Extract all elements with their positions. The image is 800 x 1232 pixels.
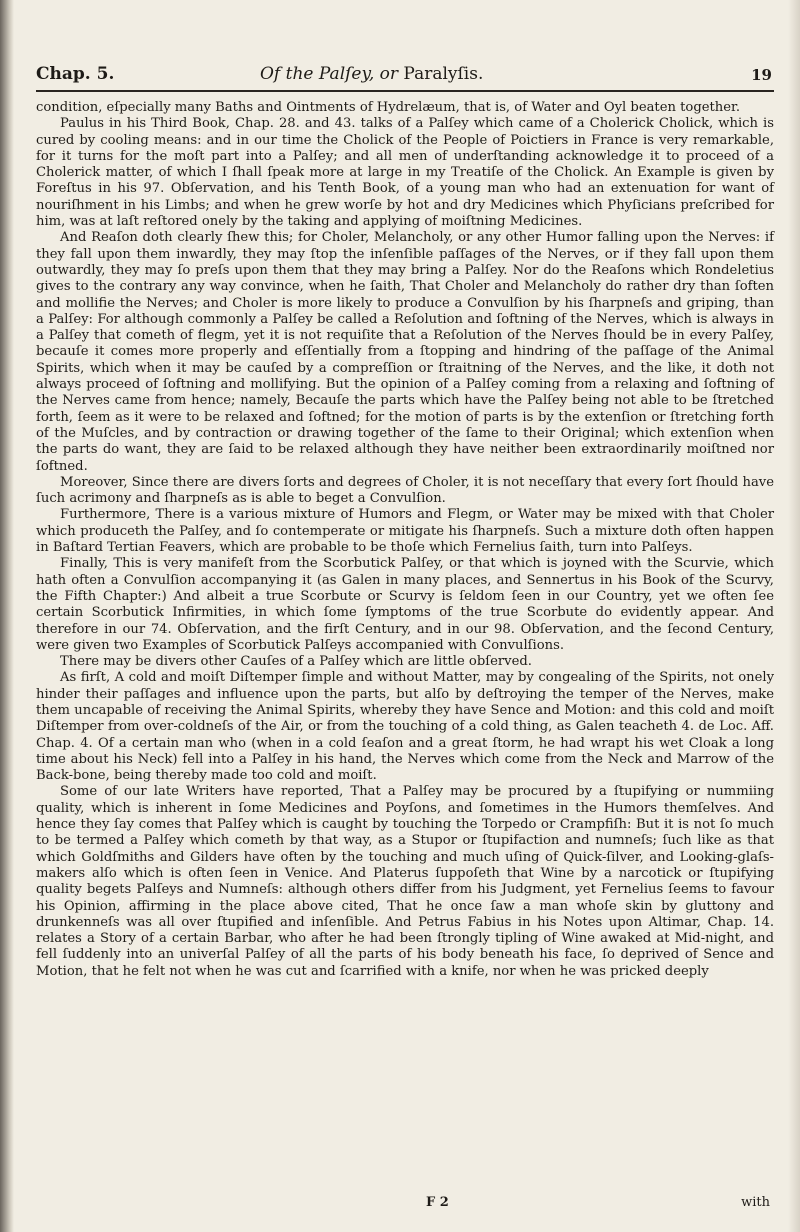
paragraph: As firſt, A cold and moiſt Diſtemper ſimple and without Matter, may by congealing of the Spirits, not onely hinder their paſſages and influence upon the parts, but alſo by deſtroying the temper of the Nerves, make them uncapable of receiving the Animal Spirits, whereby they have Sence and Motion: and this cold and moiſt Diſtemper from over-coldneſs of the Air, or from the touching of a cold thing, as Galen teacheth 4. de Loc. Aff. Chap. 4. Of a certain man who (when in a cold ſeaſon and a great ſtorm, he had wrapt his wet Cloak a long time about his Neck) fell into a Palſey in his hand, the Nerves which come from the Neck and Marrow of the Back-bone, being thereby made too cold and moiſt. [36,670,774,784]
running-head [36,62,774,92]
catchword: with [741,1195,770,1210]
page-edge-shadow [788,0,800,1232]
chapter-label: Chap. 5. [36,64,115,84]
paragraph: Finally, This is very manifeſt from the Scorbutick Palſey, or that which is joyned with the Scurvie, which hath often a Convulſion accompanying it (as Galen in many places, and Sennertus in his Book of the Scurvy, the Fifth Chapter:) And albeit a true Scorbute or Scurvy is ſeldom ſeen in our Country, yet we often ſee certain Scorbutick Infirmities, in which ſome ſymptoms of the true Scorbute do evidently appear. And therefore in our 74. Obſervation, and the firſt Century, and in our 98. Obſervation, and the ſecond Century, were given two Examples of Scorbutick Palſeys accompanied with Convulſions. [36,556,774,653]
running-title [260,64,483,84]
paragraph: There may be divers other Cauſes of a Palſey which are little obſerved. [60,654,532,670]
paragraph: Furthermore, There is a various mixture of Humors and Flegm, or Water may be mixed with that Choler which produceth the Palſey, and ſo contemperate or mitigate his ſharpneſs. Such a mixture doth often happen in Baſtard Tertian Feavers, which are probable to be thoſe which Fernelius ſaith, turn into Palſeys. [36,507,774,556]
signature-mark: F 2 [426,1195,449,1210]
running-title-roman: Paralyſis. [403,64,484,84]
running-title-italic: Of the Palſey, or [260,64,398,84]
paragraph: Some of our late Writers have reported, That a Palſey may be procured by a ſtupifying or nummiing quality, which is inherent in ſome Medicines and Poyſons, and ſometimes in the Humors themſelves. And hence they ſay comes that Palſey which is caught by touching the Torpedo or Crampfiſh: But it is not ſo much to be termed a Palſey which cometh by that way, as a Stupor or ſtupifaction and numneſs; ſuch like as that which Goldſmiths and Gilders have often by the touching and much uſing of Quick-ſilver, and Looking-glaſs-makers alſo which is often ſeen in Venice. And Platerus ſuppoſeth that Wine by a narcotick or ſtupifying quality begets Palſeys and Numneſs: although others differ from his Judgment, yet Fernelius ſeems to favour his Opinion, affirming in the place above cited, That he once ſaw a man whoſe skin by gluttony and drunkenneſs was all over ſtupified and inſenſible. And Petrus Fabius in his Notes upon Altimar, Chap. 14. relates a Story of a certain Barbar, who after he had been ſtrongly tipling of Wine awaked at Mid-night, and fell ſuddenly into an univerſal Palſey of all the parts of his body beneath his face, ſo deprived of Sence and Motion, that he felt not when he was cut and ſcarrified with a knife, nor when he was pricked deeply [36,784,774,979]
paragraph: condition, eſpecially many Baths and Ointments of Hydrelæum, that is, of Water and Oyl beaten together. [36,100,741,115]
page-number: 19 [751,66,772,84]
paragraph: Moreover, Since there are divers ſorts and degrees of Choler, it is not neceſſary that every ſort ſhould have ſuch acrimony and ſharpneſs as is able to beget a Convulſion. [36,474,774,507]
body-text [36,100,774,980]
catchline [36,1195,774,1213]
paragraph: And Reaſon doth clearly ſhew this; for Choler, Melancholy, or any other Humor falling upon the Nerves: if they fall upon them inwardly, they may ſtop the inſenſible paſſages of the Nerves, or if they fall upon them outwardly, they may ſo preſs upon them that they may bring a Palſey. Nor do the Reaſons which Rondeletius gives to the contrary any way convince, when he ſaith, That Choler and Melancholy do rather dry than ſoften and mollifie the Nerves; and Choler is more likely to produce a Convulſion by his ſharpneſs and griping, than a Palſey: For although commonly a Palſey be called a Reſolution and ſoftning of the Nerves, which is always in a Palſey that cometh of flegm, yet it is not requiſite that a Reſolution of the Nerves ſhould be in every Palſey, becauſe it comes more properly and eſſentially from a ſtopping and hindring of the paſſage of the Animal Spirits, which when it may be cauſed by a compreſſion or ſtraitning of the Nerves, and the like, it doth not always proceed of ſoftning and mollifying. But the opinion of a Palſey coming from a relaxing and ſoftning of the Nerves came from hence; namely, Becauſe the parts which have the Palſey being not able to be ſtretched forth, ſeem as it were to be relaxed and ſoftned; for the motion of parts is by the extenſion or ſtretching forth of the Muſcles, and by contraction or drawing together of the ſame to their Original; which extenſion when the parts do want, they are ſaid to be relaxed although they have neither been extraordinarily moiſtned nor ſoftned. [36,230,774,474]
gutter-shadow [0,0,14,1232]
paragraph: Paulus in his Third Book, Chap. 28. and 43. talks of a Palſey which came of a Cholerick Cholick, which is cured by cooling means: and in our time the Cholick of the People of Poictiers in France is very remarkable, for it turns for the moſt part into a Palſey; and all men of underſtanding acknowledge it to proceed of a Cholerick matter, of which I ſhall ſpeak more at large in my Treatiſe of the Cholick. An Example is given by Foreſtus in his 97. Obſervation, and his Tenth Book, of a young man who had an extenuation for want of nouriſhment in his Limbs; and when he grew worſe by hot and dry Medicines which Phyſicians preſcribed for him, was at laſt reſtored onely by the taking and applying of moiſtning Medicines. [36,116,774,230]
